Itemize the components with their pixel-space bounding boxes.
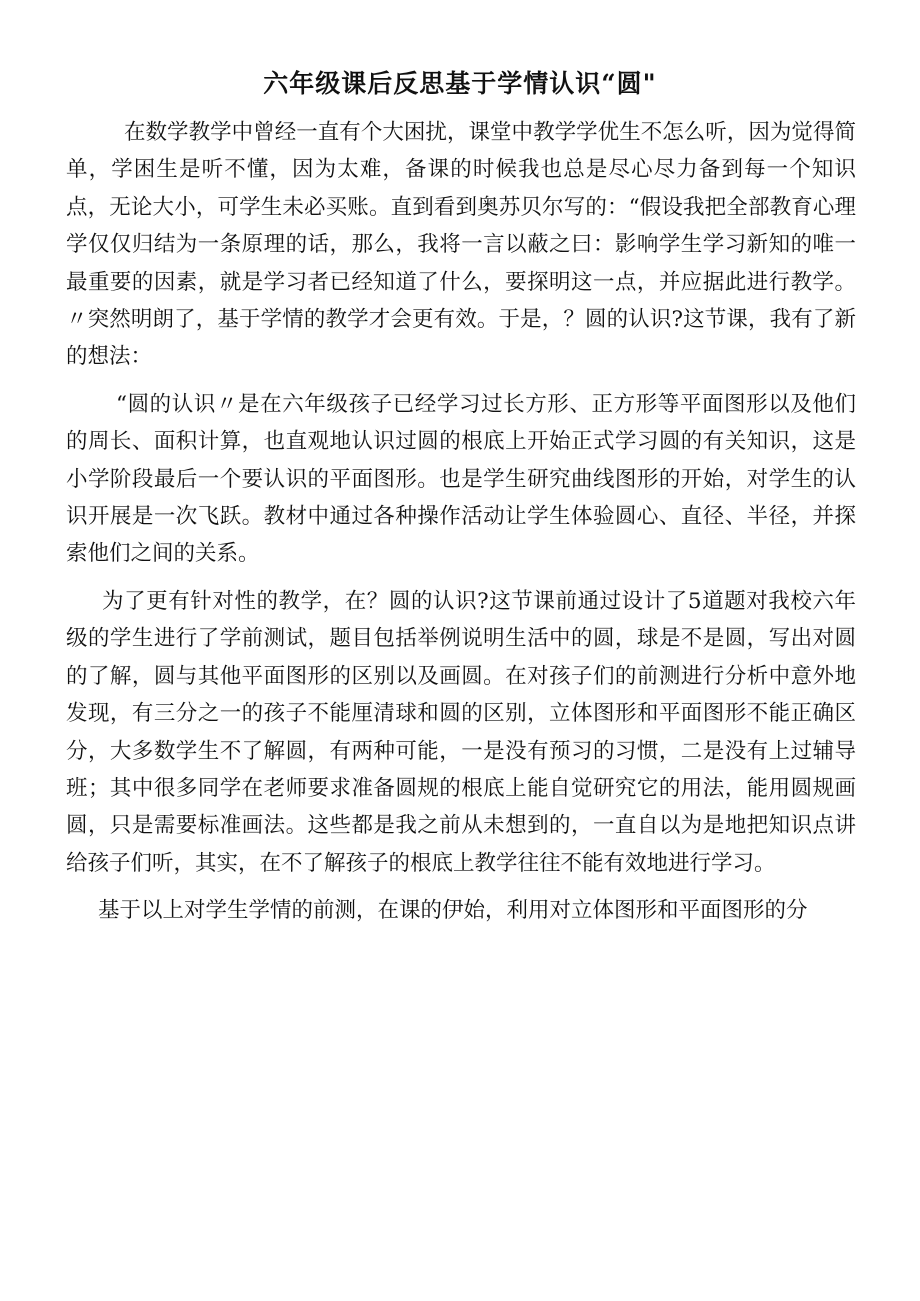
document-body xyxy=(66,114,856,930)
paragraph-2: “圆的认识〃是在六年级孩子已经学习过长方形、正方形等平面图形以及他们的周长、面积计算，也直观地认识过圆的根底上开始正式学习圆的有关知识，这是小学阶段最后一个要认识的平面图形。也是学生研究曲线图形的开始，对学生的认识开展是一次飞跃。教材中通过各种操作活动让学生体验圆心、直径、半径，并探索他们之间的关系。 xyxy=(66,391,856,567)
paragraph-4: 基于以上对学生学情的前测，在课的伊始，利用对立体图形和平面图形的分 xyxy=(98,898,808,924)
page-title: 六年级课后反思基于学情认识“圆" xyxy=(263,69,657,98)
paragraph-3: 为了更有针对性的教学，在？圆的认识?这节课前通过设计了5道题对我校六年级的学生进行了学前测试，题目包括举例说明生活中的圆，球是不是圆，写出对圆的了解，圆与其他平面图形的区别以及画圆。在对孩子们的前测进行分析中意外地发现，有三分之一的孩子不能厘清球和圆的区别，立体图形和平面图形不能正确区分，大多数学生不了解圆，有两种可能，一是没有预习的习惯，二是没有上过辅导班；其中很多同学在老师要求准备圆规的根底上能自觉研究它的用法，能用圆规画圆，只是需要标准画法。这些都是我之前从未想到的，一直自以为是地把知识点讲给孩子们听，其实，在不了解孩子的根底上教学往往不能有效地进行学习。 xyxy=(66,588,856,876)
paragraph-1: 在数学教学中曾经一直有个大困扰，课堂中教学学优生不怎么听，因为觉得简单，学困生是听不懂，因为太难，备课的时候我也总是尽心尽力备到每一个知识点，无论大小，可学生未必买账。直到看到奥苏贝尔写的：“假设我把全部教育心理学仅仅归结为一条原理的话，那么，我将一言以蔽之曰：影响学生学习新知的唯一最重要的因素，就是学习者已经知道了什么，要探明这一点，并应据此进行教学。〃突然明朗了，基于学情的教学才会更有效。于是，？圆的认识?这节课，我有了新的想法： xyxy=(66,120,856,370)
